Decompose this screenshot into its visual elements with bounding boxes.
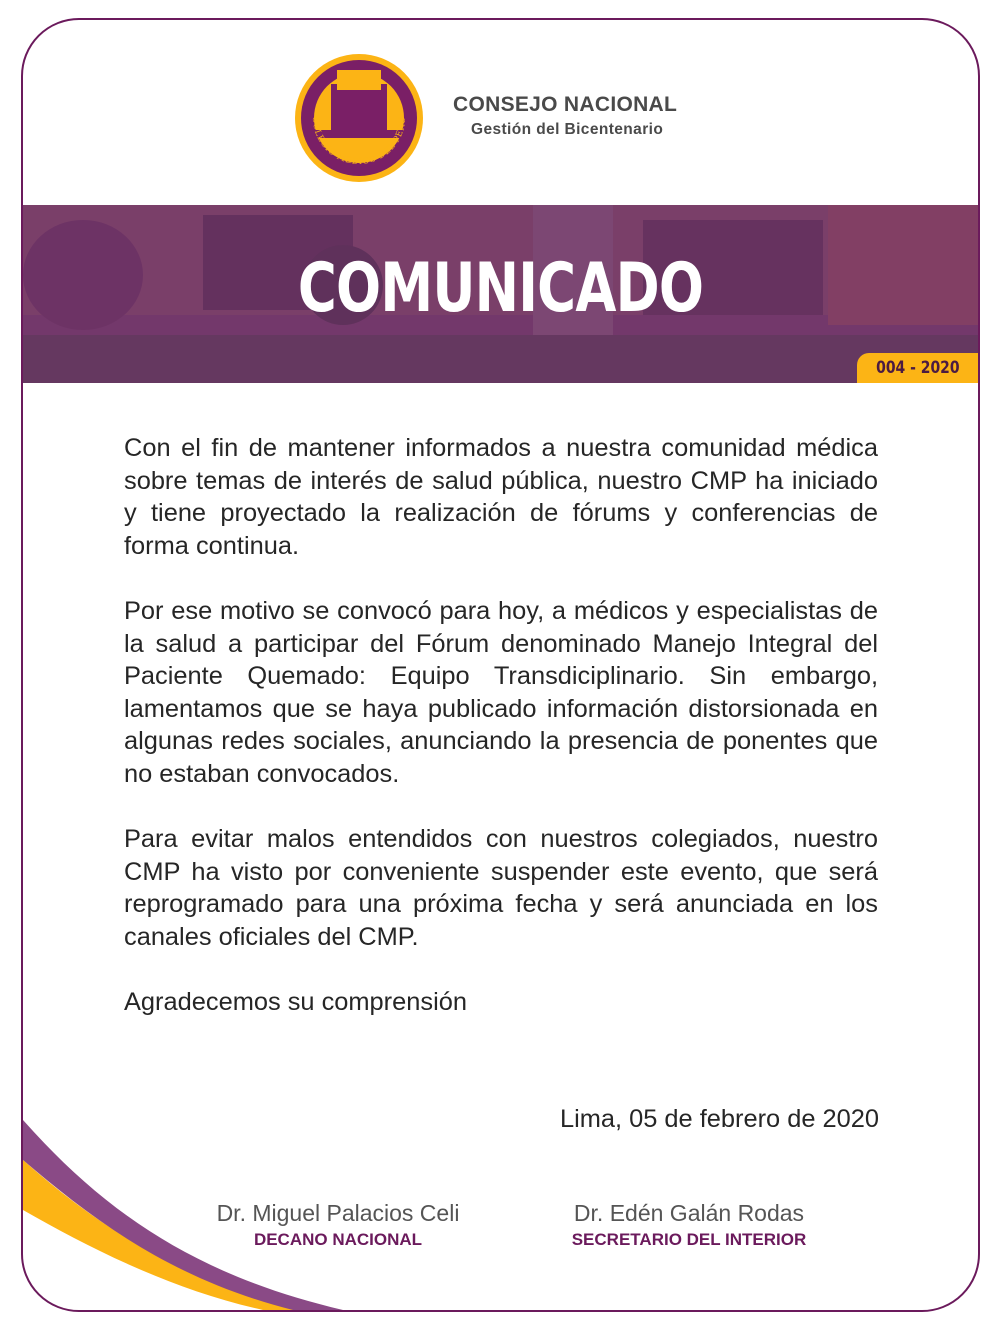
paragraph-1: Con el fin de mantener informados a nuestra comunidad médica sobre temas de interés de salud pública, nuestro CMP ha iniciado y tiene proyectado la realización de fórums y conferencias de forma continua.	[124, 434, 878, 560]
council-title: CONSEJO NACIONAL	[453, 93, 678, 116]
banner-title: COMUNICADO	[297, 249, 704, 328]
signature-decano	[178, 1200, 498, 1250]
cmp-logo-seal	[293, 52, 425, 184]
signature-secretario	[529, 1200, 849, 1250]
closing-line: Agradecemos su comprensión	[124, 988, 467, 1017]
comunicado-banner	[23, 205, 978, 383]
signature-name: Dr. Miguel Palacios Celi	[216, 1200, 460, 1226]
council-subtitle: Gestión del Bicentenario	[471, 121, 664, 138]
signature-role: DECANO NACIONAL	[253, 1230, 423, 1249]
signature-name: Dr. Edén Galán Rodas	[573, 1200, 805, 1226]
logo-ring-text: COLEGIO MEDICO DEL PERU	[309, 116, 409, 168]
communique-number-badge	[857, 353, 978, 383]
signature-role: SECRETARIO DEL INTERIOR	[571, 1230, 807, 1249]
paragraph-3: Para evitar malos entendidos con nuestros colegiados, nuestro CMP ha visto por conveniente suspender este evento, que será reprogramado para una próxima fecha y será anunciada en los canales oficiales del CMP.	[124, 825, 878, 951]
paragraph-2: Por ese motivo se convocó para hoy, a médicos y especialistas de la salud a participar del Fórum denominado Manejo Integral del Paciente Quemado: Equipo Transdiciplinario. Sin embargo, lamentamos que se haya publicado información distorsionada en algunas redes sociales, anunciando la presencia de ponentes que no estaban convocados.	[124, 596, 878, 788]
communique-number: 004 - 2020	[875, 358, 960, 378]
communique-body	[124, 432, 878, 1051]
document-frame	[21, 18, 980, 1312]
date-line: Lima, 05 de febrero de 2020	[559, 1105, 879, 1133]
